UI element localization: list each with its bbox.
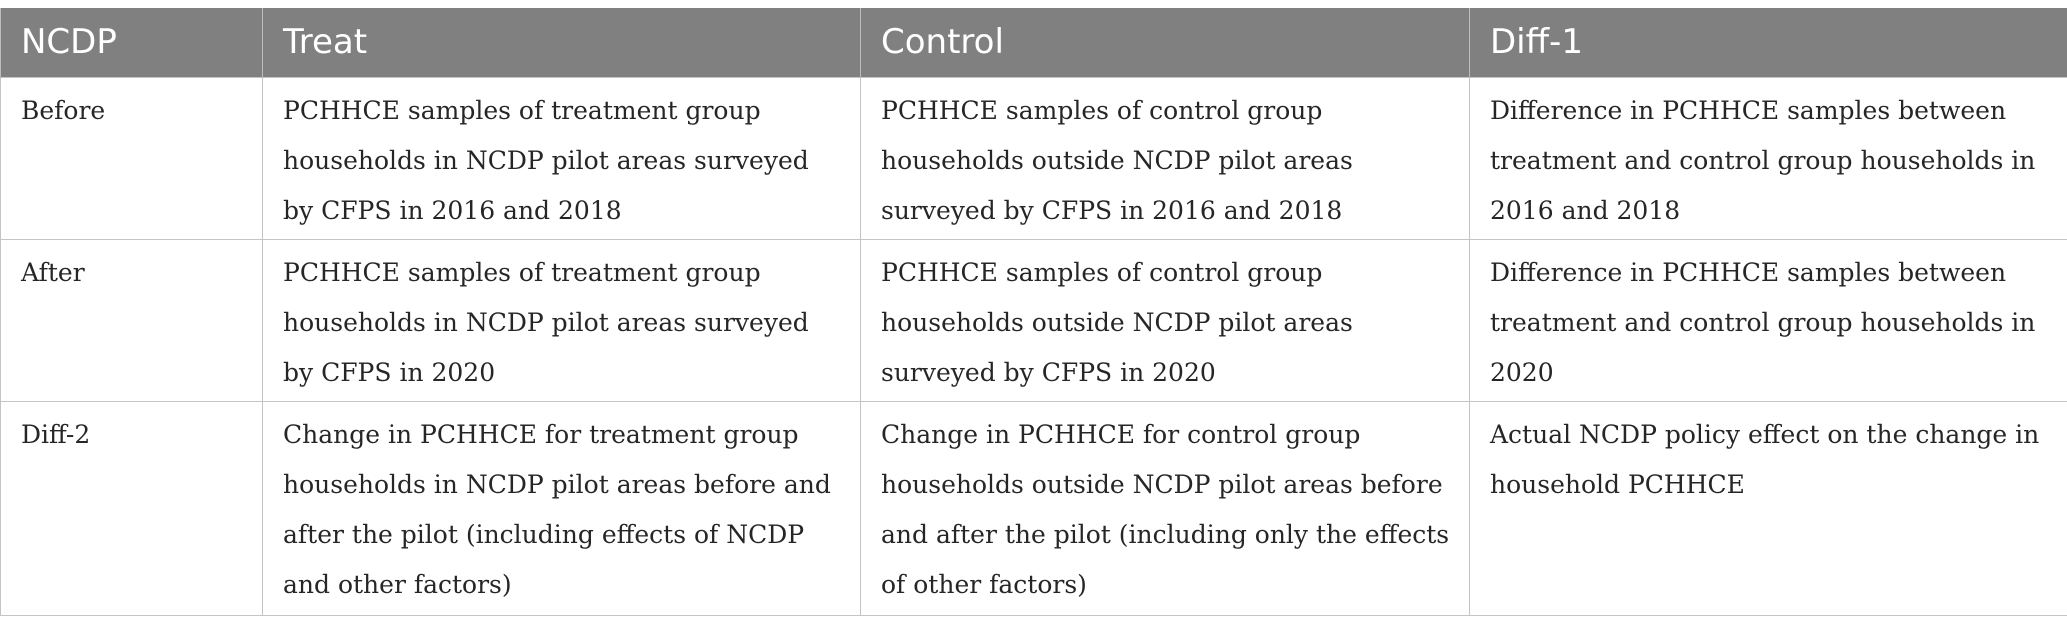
header-row — [1, 8, 2067, 78]
cell-before-treat: PCHHCE samples of treatment group households in NCDP pilot areas surveyed by CFPS in 2016 and 2018 — [263, 78, 861, 240]
did-table-container — [0, 8, 2067, 616]
cell-diff2-treat: Change in PCHHCE for treatment group households in NCDP pilot areas before and after the pilot (including effects of NCDP and other factors) — [263, 402, 861, 616]
cell-diff2-control: Change in PCHHCE for control group households outside NCDP pilot areas before and after the pilot (including only the effects of other factors) — [861, 402, 1470, 616]
row-label-before: Before — [1, 78, 263, 240]
header-ncdp: NCDP — [1, 8, 263, 78]
table-header — [1, 8, 2067, 78]
cell-before-diff1: Difference in PCHHCE samples between treatment and control group households in 2016 and 2018 — [1470, 78, 2067, 240]
table-row — [1, 78, 2067, 240]
header-diff1: Diff-1 — [1470, 8, 2067, 78]
cell-before-control: PCHHCE samples of control group households outside NCDP pilot areas surveyed by CFPS in 2016 and 2018 — [861, 78, 1470, 240]
cell-after-treat: PCHHCE samples of treatment group households in NCDP pilot areas surveyed by CFPS in 2020 — [263, 240, 861, 402]
did-table — [0, 8, 2067, 616]
cell-after-diff1: Difference in PCHHCE samples between treatment and control group households in 2020 — [1470, 240, 2067, 402]
row-label-after: After — [1, 240, 263, 402]
header-control: Control — [861, 8, 1470, 78]
table-body — [1, 78, 2067, 616]
cell-diff2-diff1: Actual NCDP policy effect on the change in household PCHHCE — [1470, 402, 2067, 616]
header-treat: Treat — [263, 8, 861, 78]
cell-after-control: PCHHCE samples of control group households outside NCDP pilot areas surveyed by CFPS in 2020 — [861, 240, 1470, 402]
table-row — [1, 402, 2067, 616]
table-row — [1, 240, 2067, 402]
row-label-diff2: Diff-2 — [1, 402, 263, 616]
